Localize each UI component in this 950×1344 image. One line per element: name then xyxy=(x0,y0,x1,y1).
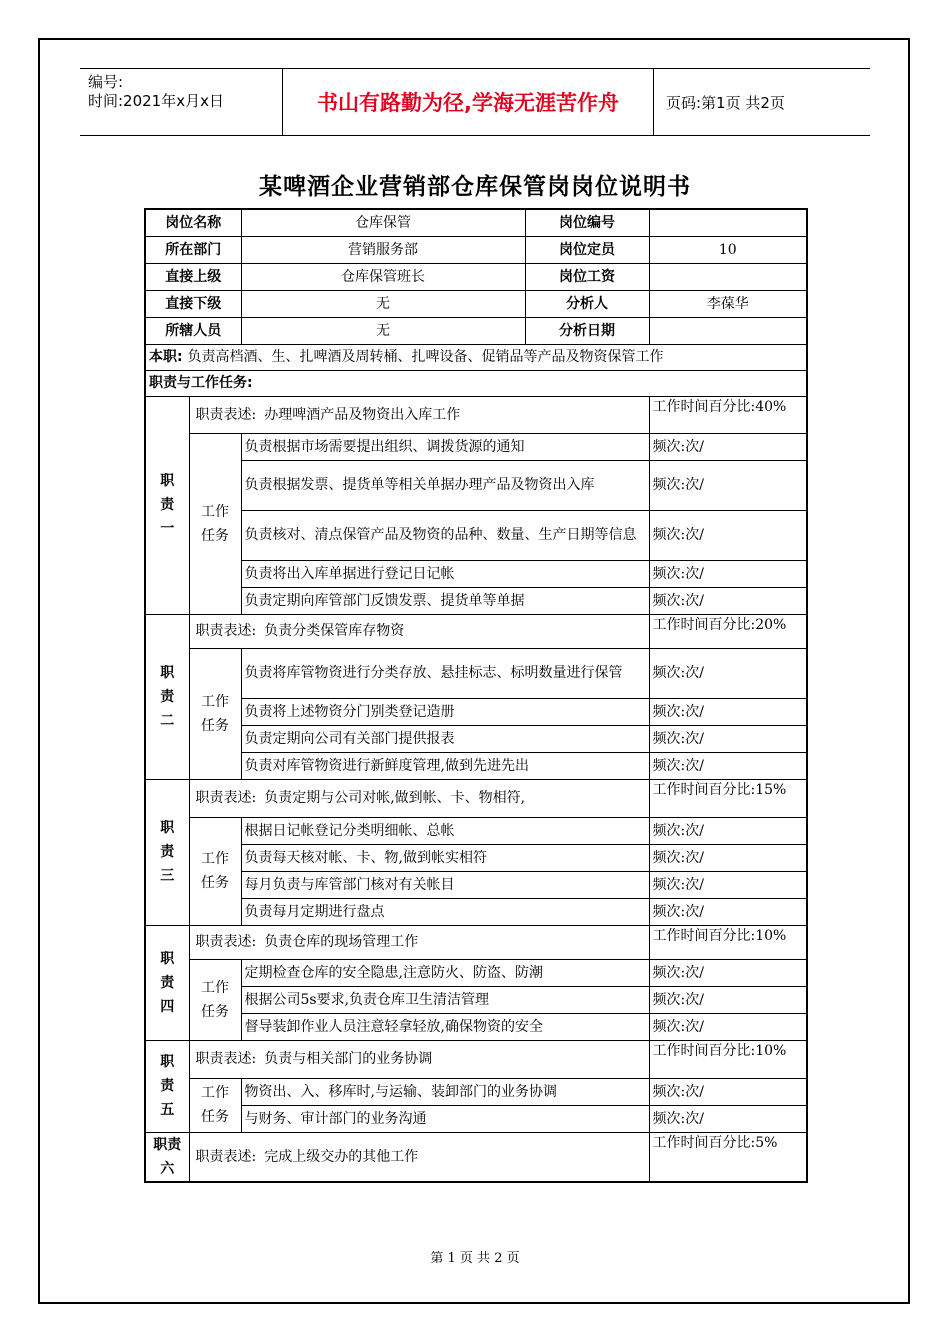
info-row xyxy=(145,290,807,317)
task-frequency: 频次:次/ xyxy=(649,1013,807,1040)
task-row xyxy=(145,1013,807,1040)
task-label xyxy=(189,817,241,925)
task-row xyxy=(145,898,807,925)
task-row xyxy=(145,752,807,779)
task-label xyxy=(189,648,241,779)
task-label xyxy=(189,1078,241,1132)
task-frequency: 频次:次/ xyxy=(649,648,807,698)
task-label xyxy=(189,433,241,614)
task-text: 与财务、审计部门的业务沟通 xyxy=(241,1105,649,1132)
work-time-percentage: 工作时间百分比:20% xyxy=(649,614,807,648)
work-time-percentage: 工作时间百分比:40% xyxy=(649,396,807,433)
duty-desc-row xyxy=(145,396,807,433)
task-row xyxy=(145,648,807,698)
info-label: 直接下级 xyxy=(145,290,241,317)
duty-name-text: 职责四 xyxy=(160,950,175,1015)
duty-name xyxy=(145,396,189,614)
duty-name xyxy=(145,1040,189,1132)
work-time-percentage: 工作时间百分比:15% xyxy=(649,779,807,817)
duty-name-text: 职责二 xyxy=(160,664,175,729)
task-frequency: 频次:次/ xyxy=(649,725,807,752)
duty-description-label: 职责表述: xyxy=(195,790,257,806)
duty-description-text: 办理啤酒产品及物资出入库工作 xyxy=(264,406,461,423)
task-label-text: 工作任务 xyxy=(201,503,229,544)
duty-description xyxy=(189,396,649,433)
document-header xyxy=(80,68,870,136)
duty-description-text: 负责定期与公司对帐,做到帐、卡、物相符, xyxy=(264,790,526,806)
task-row xyxy=(145,725,807,752)
duty-name xyxy=(145,614,189,779)
duty-name xyxy=(145,779,189,925)
task-row xyxy=(145,986,807,1013)
task-text: 负责将上述物资分门别类登记造册 xyxy=(241,698,649,725)
duty-name-text: 职责五 xyxy=(160,1054,175,1118)
task-row xyxy=(145,817,807,844)
task-text: 负责将出入库单据进行登记日记帐 xyxy=(241,560,649,587)
task-frequency: 频次:次/ xyxy=(649,460,807,510)
info-label: 岗位工资 xyxy=(525,263,649,290)
task-row xyxy=(145,871,807,898)
task-text: 负责核对、清点保管产品及物资的品种、数量、生产日期等信息 xyxy=(241,510,649,560)
duty-description-text: 完成上级交办的其他工作 xyxy=(264,1148,419,1165)
task-label xyxy=(189,959,241,1040)
duty-description xyxy=(189,614,649,648)
task-label-text: 工作任务 xyxy=(201,851,229,891)
info-value: 营销服务部 xyxy=(241,236,525,263)
duty-desc-row xyxy=(145,779,807,817)
task-text: 根据日记帐登记分类明细帐、总帐 xyxy=(241,817,649,844)
info-value: 仓库保管 xyxy=(241,209,525,236)
header-meta xyxy=(88,73,224,111)
info-value: 李葆华 xyxy=(649,290,807,317)
task-text: 负责将库管物资进行分类存放、悬挂标志、标明数量进行保管 xyxy=(241,648,649,698)
duty-name-text: 职责六 xyxy=(153,1136,182,1177)
duty-name xyxy=(145,1132,189,1182)
info-label: 分析人 xyxy=(525,290,649,317)
info-value: 无 xyxy=(241,290,525,317)
task-text: 督导装卸作业人员注意轻拿轻放,确保物资的安全 xyxy=(241,1013,649,1040)
task-frequency: 频次:次/ xyxy=(649,871,807,898)
task-text: 负责根据发票、提货单等相关单据办理产品及物资出入库 xyxy=(241,460,649,510)
info-row xyxy=(145,263,807,290)
duty-name-text: 职责一 xyxy=(160,473,175,537)
header-page-info: 页码:第1页 共2页 xyxy=(666,93,785,112)
duty-description-text: 负责仓库的现场管理工作 xyxy=(264,934,419,950)
task-text: 物资出、入、移库时,与运输、装卸部门的业务协调 xyxy=(241,1078,649,1105)
task-frequency: 频次:次/ xyxy=(649,433,807,460)
info-value: 仓库保管班长 xyxy=(241,263,525,290)
duty-desc-row xyxy=(145,925,807,959)
task-row xyxy=(145,1078,807,1105)
task-row xyxy=(145,510,807,560)
duty-intro-row xyxy=(145,344,807,370)
task-text: 负责每天核对帐、卡、物,做到帐实相符 xyxy=(241,844,649,871)
task-frequency: 频次:次/ xyxy=(649,560,807,587)
task-row xyxy=(145,959,807,986)
info-label: 分析日期 xyxy=(525,317,649,344)
task-row xyxy=(145,844,807,871)
task-frequency: 频次:次/ xyxy=(649,587,807,614)
duty-description-label: 职责表述: xyxy=(195,406,257,423)
task-row xyxy=(145,698,807,725)
task-text: 每月负责与库管部门核对有关帐目 xyxy=(241,871,649,898)
job-description-table xyxy=(144,208,808,1183)
page-footer: 第 1 页 共 2 页 xyxy=(430,1251,520,1266)
task-text: 定期检查仓库的安全隐患,注意防火、防盗、防潮 xyxy=(241,959,649,986)
task-label-text: 工作任务 xyxy=(201,979,229,1020)
info-label: 岗位定员 xyxy=(525,236,649,263)
task-text: 根据公司5s要求,负责仓库卫生清洁管理 xyxy=(241,986,649,1013)
task-row xyxy=(145,460,807,510)
info-row xyxy=(145,209,807,236)
info-label: 直接上级 xyxy=(145,263,241,290)
work-time-percentage: 工作时间百分比:5% xyxy=(649,1132,807,1182)
duty-description-label: 职责表述: xyxy=(195,934,257,950)
document-number: 编号: xyxy=(88,73,124,91)
duty-description-label: 职责表述: xyxy=(195,1148,257,1165)
task-frequency: 频次:次/ xyxy=(649,752,807,779)
task-text: 负责定期向公司有关部门提供报表 xyxy=(241,725,649,752)
duty-description xyxy=(189,779,649,817)
duty-description-text: 负责分类保管库存物资 xyxy=(264,623,405,639)
info-value: 10 xyxy=(649,236,807,263)
task-frequency: 频次:次/ xyxy=(649,698,807,725)
task-text: 负责每月定期进行盘点 xyxy=(241,898,649,925)
info-row xyxy=(145,317,807,344)
info-value xyxy=(649,263,807,290)
task-frequency: 频次:次/ xyxy=(649,844,807,871)
info-value xyxy=(649,317,807,344)
duty-name-text: 职责三 xyxy=(160,820,175,884)
task-frequency: 频次:次/ xyxy=(649,898,807,925)
duties-heading-row xyxy=(145,370,807,396)
info-value xyxy=(649,209,807,236)
work-time-percentage: 工作时间百分比:10% xyxy=(649,925,807,959)
duty-description-label: 职责表述: xyxy=(195,623,257,639)
duties-heading: 职责与工作任务: xyxy=(145,370,807,396)
task-label-text: 工作任务 xyxy=(201,1085,229,1125)
header-motto: 书山有路勤为径,学海无涯苦作舟 xyxy=(282,69,654,135)
duty-name xyxy=(145,925,189,1040)
duty-description xyxy=(189,1132,649,1182)
document-time: 时间:2021年x月x日 xyxy=(88,92,224,110)
task-label-text: 工作任务 xyxy=(201,693,229,734)
duty-intro-text: 负责高档酒、生、扎啤酒及周转桶、扎啤设备、促销品等产品及物资保管工作 xyxy=(187,349,664,365)
duty-desc-row xyxy=(145,1040,807,1078)
duty-description xyxy=(189,1040,649,1078)
duty-desc-row xyxy=(145,614,807,648)
duty-intro xyxy=(145,344,807,370)
duty-description-text: 负责与相关部门的业务协调 xyxy=(264,1051,433,1067)
task-frequency: 频次:次/ xyxy=(649,1078,807,1105)
info-label: 所辖人员 xyxy=(145,317,241,344)
duty-intro-label: 本职: xyxy=(149,349,183,365)
duty-description-label: 职责表述: xyxy=(195,1051,257,1067)
task-frequency: 频次:次/ xyxy=(649,817,807,844)
work-time-percentage: 工作时间百分比:10% xyxy=(649,1040,807,1078)
info-label: 岗位名称 xyxy=(145,209,241,236)
duty-desc-row xyxy=(145,1132,807,1182)
task-frequency: 频次:次/ xyxy=(649,510,807,560)
task-frequency: 频次:次/ xyxy=(649,986,807,1013)
info-label: 岗位编号 xyxy=(525,209,649,236)
task-text: 负责对库管物资进行新鲜度管理,做到先进先出 xyxy=(241,752,649,779)
task-frequency: 频次:次/ xyxy=(649,1105,807,1132)
page-title: 某啤酒企业营销部仓库保管岗岗位说明书 xyxy=(259,174,691,200)
task-frequency: 频次:次/ xyxy=(649,959,807,986)
task-row xyxy=(145,433,807,460)
info-row xyxy=(145,236,807,263)
task-row xyxy=(145,560,807,587)
duty-description xyxy=(189,925,649,959)
task-row xyxy=(145,1105,807,1132)
task-text: 负责根据市场需要提出组织、调拨货源的通知 xyxy=(241,433,649,460)
info-value: 无 xyxy=(241,317,525,344)
info-label: 所在部门 xyxy=(145,236,241,263)
task-text: 负责定期向库管部门反馈发票、提货单等单据 xyxy=(241,587,649,614)
task-row xyxy=(145,587,807,614)
